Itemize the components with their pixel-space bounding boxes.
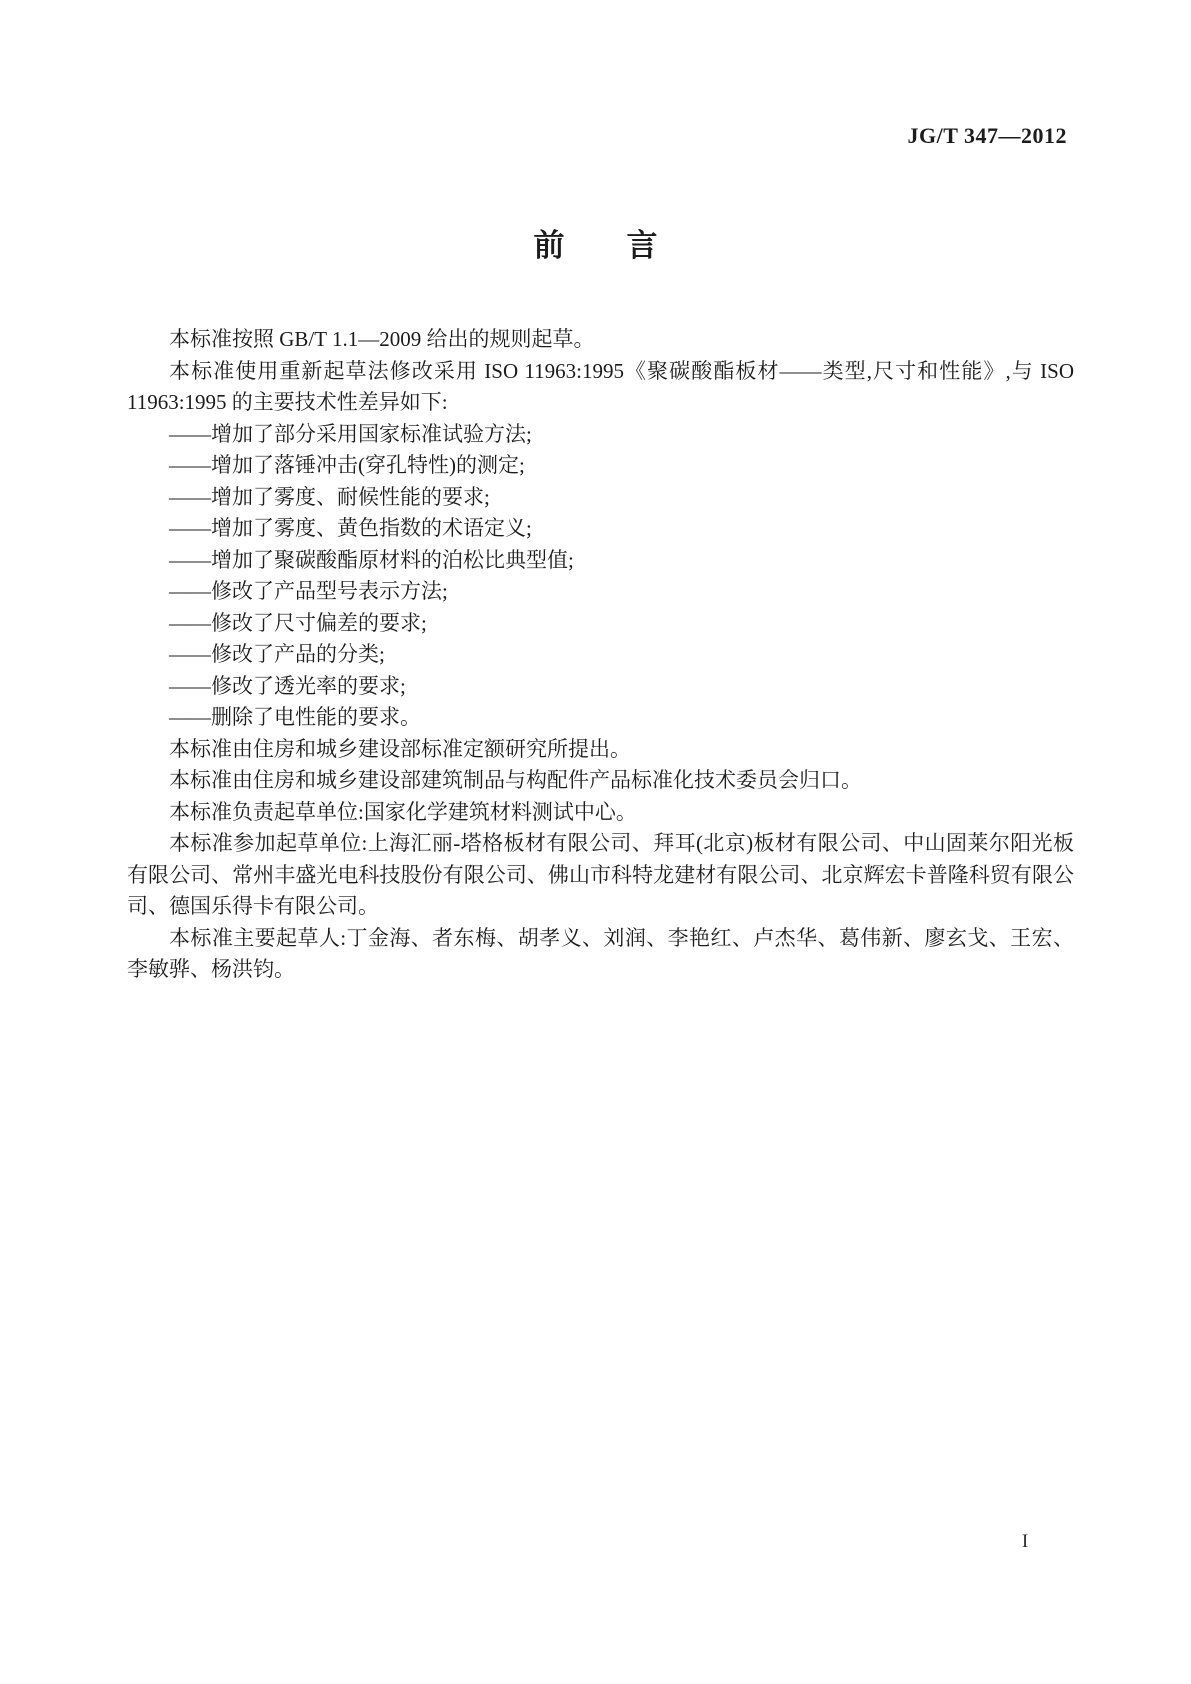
foreword-paragraph: 本标准由住房和城乡建设部标准定额研究所提出。 (169, 736, 631, 761)
difference-item: ——增加了部分采用国家标准试验方法; (169, 421, 532, 446)
foreword-paragraph: 本标准按照 GB/T 1.1—2009 给出的规则起草。 (169, 327, 595, 351)
page-title: 前 言 (533, 228, 658, 263)
foreword-paragraph: 本标准参加起草单位:上海汇丽-塔格板材有限公司、拜耳(北京)板材有限公司、中山固莱尔阳光板有限公司、常州丰盛光电科技股份有限公司、佛山市科特龙建材有限公司、北京辉宏卡普隆科贸有限公司、德国乐得卡有限公司。 (127, 831, 1074, 918)
foreword-body (127, 324, 1074, 986)
differences-list (127, 419, 1074, 734)
foreword-paragraph: 本标准使用重新起草法修改采用 ISO 11963:1995《聚碳酸酯板材——类型,尺寸和性能》,与 ISO 11963:1995 的主要技术性差异如下: (127, 358, 1074, 414)
difference-item: ——修改了产品型号表示方法; (169, 579, 448, 603)
difference-item: ——增加了雾度、黄色指数的术语定义; (169, 516, 532, 540)
difference-item: ——修改了产品的分类; (169, 642, 385, 666)
foreword-paragraph: 本标准负责起草单位:国家化学建筑材料测试中心。 (169, 799, 637, 824)
document-header (127, 122, 1067, 149)
difference-item: ——增加了聚碳酸酯原材料的泊松比典型值; (169, 547, 574, 572)
foreword-paragraph: 本标准由住房和城乡建设部建筑制品与构配件产品标准化技术委员会归口。 (169, 768, 862, 792)
foreword-paragraph: 本标准主要起草人:丁金海、者东梅、胡孝义、刘润、李艳红、卢杰华、葛伟新、廖玄戈、王宏、李敏骅、杨洪钧。 (127, 925, 1074, 981)
difference-item: ——修改了透光率的要求; (169, 673, 406, 698)
difference-item: ——修改了尺寸偏差的要求; (169, 610, 427, 635)
difference-item: ——增加了落锤冲击(穿孔特性)的测定; (169, 453, 525, 477)
page-number: I (1021, 1531, 1029, 1552)
standard-code: JG/T 347—2012 (907, 123, 1067, 148)
closing-paragraphs (127, 734, 1074, 986)
difference-item: ——增加了雾度、耐候性能的要求; (169, 484, 490, 509)
difference-item: ——删除了电性能的要求。 (169, 705, 421, 729)
